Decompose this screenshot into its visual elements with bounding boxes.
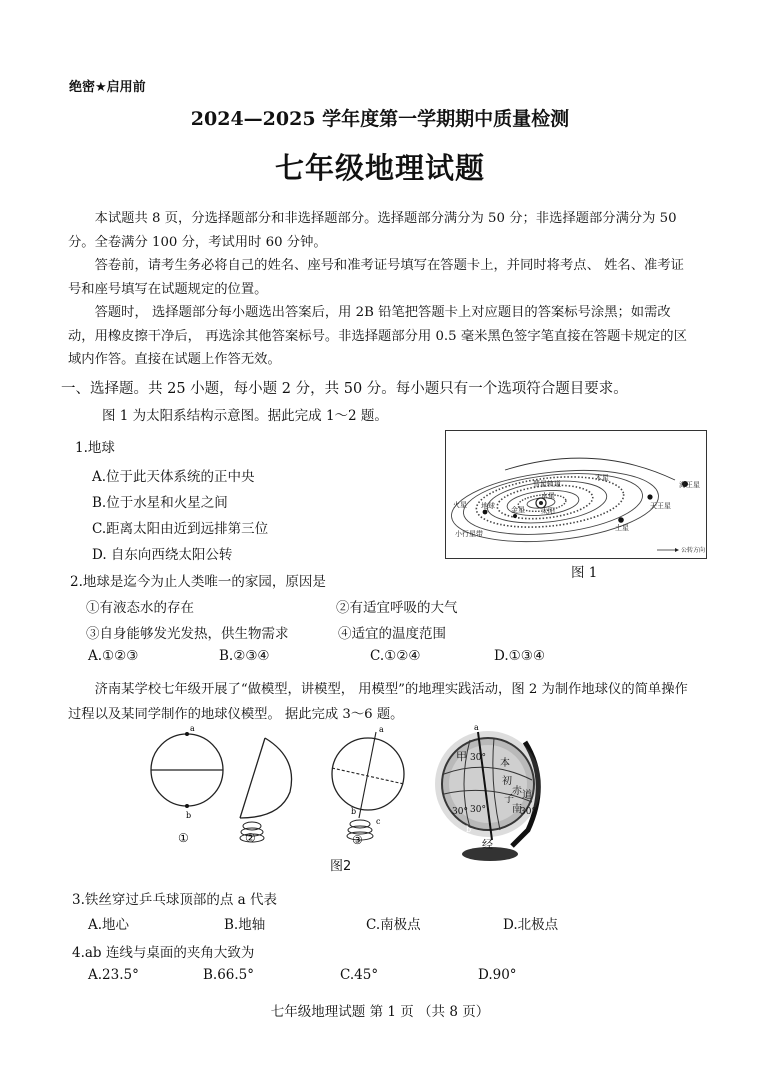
question-2-option-d: D.①③④ [494, 648, 545, 664]
question-1-option-c: C.距离太阳由近到远排第三位 [92, 521, 269, 537]
label-uranus: 天王星 [650, 502, 671, 510]
saturn-icon [618, 517, 624, 523]
globe-label-chi: 赤 [512, 786, 522, 797]
question-2-item-3: ③自身能够发光发热，供生物需求 [86, 626, 289, 642]
globe-label-a: a [474, 723, 479, 732]
question-4-option-b: B.66.5° [203, 967, 255, 983]
instruction-paragraph: 本试题共 8 页，分选择题部分和非选择题部分。选择题部分满分为 50 分；非选择题部分满分为 50 分。全卷满分 100 分，考试用时 60 分钟。 [68, 211, 677, 250]
label-legend: 公转方向 [681, 547, 706, 554]
figure1-intro: 图 1 为太阳系结构示意图。据此完成 1～2 题。 [102, 408, 388, 424]
step1-label-b: b [186, 811, 192, 820]
question-3-option-d: D.北极点 [503, 917, 559, 933]
label-venus: 金星 [511, 506, 525, 514]
step1-point-b [185, 804, 189, 808]
globe-label-chu: 初 [502, 776, 512, 787]
globe-label-30-b: 30° [520, 807, 536, 817]
globe-label-jing: 经 [482, 838, 493, 851]
question-1-stem: 1.地球 [75, 440, 115, 456]
globe-label-b: b [466, 825, 472, 834]
solar-system-diagram [445, 430, 707, 562]
label-mars: 火星 [453, 501, 467, 509]
label-asteroid-belt: 小行星带 [455, 530, 483, 538]
label-jupiter: 木星 [595, 474, 609, 482]
question-4-option-a: A.23.5° [88, 967, 139, 983]
label-neptune: 海王星 [679, 481, 700, 489]
question-2-item-4: ④适宜的温度范围 [338, 626, 446, 642]
question-2-stem: 2.地球是迄今为止人类唯一的家园，原因是 [70, 574, 326, 590]
figure-1-caption: 图 1 [571, 565, 598, 581]
question-2-option-a: A.①②③ [88, 648, 139, 664]
step3-label-c: c [376, 817, 381, 826]
step3-number: ③ [352, 833, 363, 847]
figure2-intro [68, 677, 696, 727]
question-2-item-2: ②有适宜呼吸的大气 [336, 600, 458, 616]
instructions [68, 207, 696, 372]
question-2-item-1: ①有液态水的存在 [86, 600, 194, 616]
question-2-option-b: B.②③④ [219, 648, 270, 664]
question-4-stem: 4.ab 连线与桌面的夹角大致为 [72, 945, 255, 961]
label-saturn: 土星 [615, 524, 629, 532]
figure2-intro-text: 济南某学校七年级开展了“做模型，讲模型， 用模型”的地理实践活动，图 2 为制作地球仪的简单操作过程以及某同学制作的地球仪模型。 据此完成 3～6 题。 [68, 682, 688, 722]
uranus-icon [647, 494, 652, 499]
venus-icon [513, 514, 517, 518]
page-footer: 七年级地理试题 第 1 页 （共 8 页） [270, 1004, 490, 1020]
globe-label-dao: 道 [522, 790, 532, 801]
sun-core-icon [539, 501, 543, 505]
globe-model-diagram [140, 722, 560, 874]
globe-label-30-d: 30° [470, 805, 486, 815]
instruction-paragraph: 答卷前，请考生务必将自己的姓名、座号和准考证号填写在答题卡上，并同时将考点、 姓名、准考证号和座号填写在试题规定的位置。 [68, 258, 684, 297]
globe-label-jia: 甲 [456, 750, 467, 763]
step1-label-a: a [190, 724, 195, 733]
figure-2-caption: 图2 [330, 859, 352, 874]
step1-number: ① [178, 831, 189, 845]
step3-label-a: a [379, 725, 384, 734]
step3-label-b: b [351, 807, 357, 816]
label-sun: 太阳 [541, 507, 555, 515]
globe-label-30-c: 30° [452, 807, 468, 817]
step1-point-a [185, 732, 189, 736]
question-3-stem: 3.铁丝穿过乒乓球顶部的点 a 代表 [72, 892, 278, 908]
globe-label-30-a: 30° [470, 753, 486, 763]
question-3-option-b: B.地轴 [224, 917, 266, 933]
confidential-label: 绝密★启用前 [69, 80, 146, 95]
label-earth: 地球 [481, 502, 495, 510]
step2-number: ② [245, 831, 256, 845]
question-2-option-c: C.①②④ [370, 648, 421, 664]
exam-title: 2024—2025 学年度第一学期期中质量检测 [190, 108, 570, 130]
globe-label-nan: 南 [512, 804, 522, 815]
instruction-paragraph: 答题时， 选择题部分每小题选出答案后，用 2B 铅笔把答题卡上对应题目的答案标号涂黑；如需改动，用橡皮擦干净后， 再选涂其他答案标号。非选择题部分用 0.5 毫米黑色签字笔直接在答题卡规定的区域内作答。直接在试题上作答无效。 [68, 305, 687, 367]
question-4-option-c: C.45° [340, 967, 379, 983]
question-3-option-c: C.南极点 [366, 917, 421, 933]
section-heading: 一、选择题。共 25 小题，每小题 2 分，共 50 分。每小题只有一个选项符合题目要求。 [61, 381, 628, 397]
step2-half-ball-icon [240, 738, 292, 818]
question-1-option-b: B.位于水星和火星之间 [92, 495, 228, 511]
figure-frame [446, 431, 707, 559]
globe-label-ben: 本 [500, 758, 510, 769]
globe-label-zi: 子 [504, 794, 514, 805]
question-1-option-d: D. 自东向西绕太阳公转 [92, 547, 233, 563]
question-3-option-a: A.地心 [88, 917, 130, 933]
label-comet: 彗星轨道 [533, 480, 561, 488]
earth-icon [483, 510, 488, 515]
question-1-option-a: A.位于此天体系统的正中央 [92, 469, 255, 485]
page-title: 七年级地理试题 [274, 151, 485, 185]
label-mercury: 水星 [541, 492, 555, 500]
question-4-option-d: D.90° [478, 967, 517, 983]
